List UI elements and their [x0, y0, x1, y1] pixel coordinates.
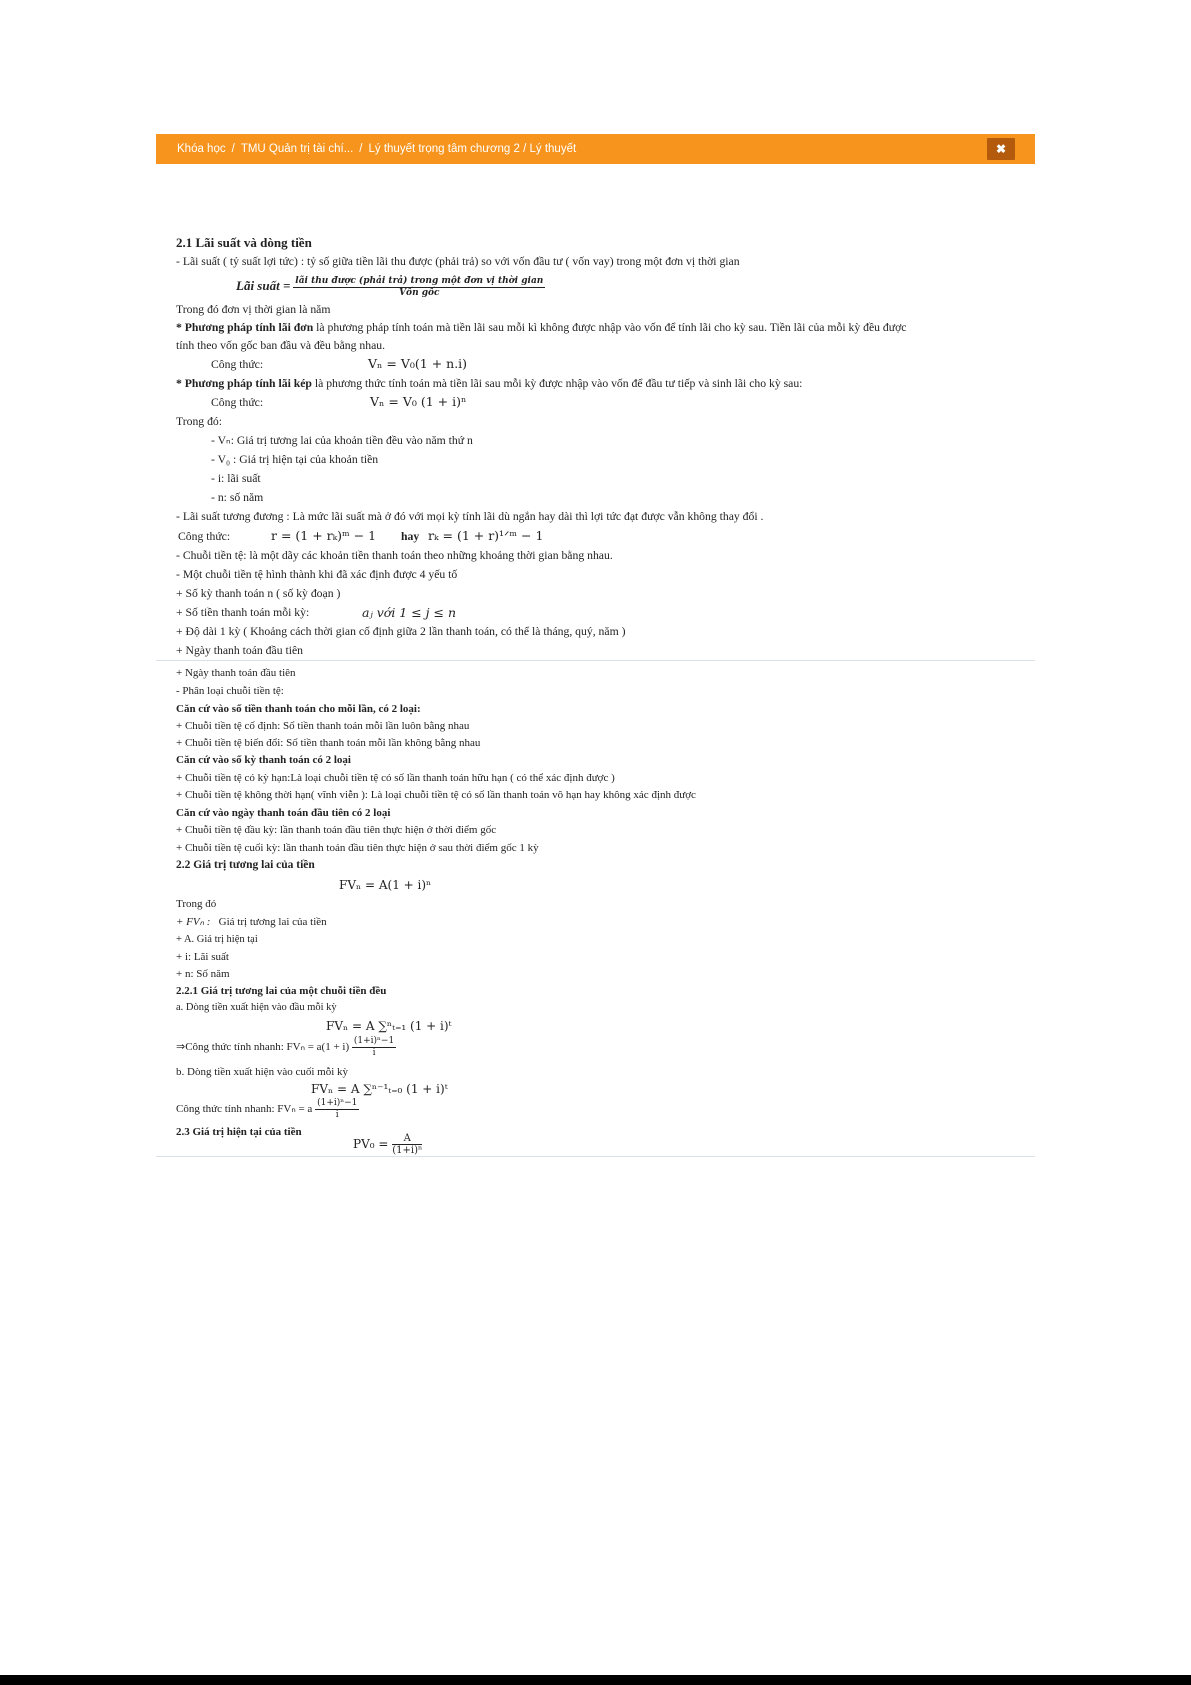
breadcrumb: [177, 134, 576, 164]
section-heading-2-2-1: 2.2.1 Giá trị tương lai của một chuỗi tiền đều: [176, 985, 387, 997]
list-item: + Ngày thanh toán đầu tiên: [176, 667, 296, 679]
section-heading-2-2: 2.2 Giá trị tương lai của tiền: [176, 859, 315, 871]
formula-numerator: (1+i)ⁿ−1: [317, 1097, 358, 1108]
text-line: [176, 377, 802, 391]
formula-fraction: [315, 1098, 359, 1121]
text-span: là phương thức tính toán mà tiền lãi sau mỗi kỳ được nhập vào vốn để đầu tư tiếp và sinh lãi cho kỳ sau:: [311, 377, 803, 390]
list-item: + Ngày thanh toán đầu tiên: [176, 644, 304, 657]
list-item: + A. Giá trị hiện tại: [176, 934, 258, 945]
formula-equivalent-rate-alt: rₖ = (1 + r)¹ᐟᵐ − 1: [428, 528, 544, 543]
list-item: [176, 915, 327, 929]
list-item: - n: số năm: [211, 491, 264, 504]
text-line: - Lãi suất ( tỷ suất lợi tức) : tỷ số giữa tiền lãi thu được (phải trả) so với vốn đầu tư ( vốn vay) trong một đơn vị thời gian: [176, 255, 740, 268]
text-line: - Chuỗi tiền tệ: là một dãy các khoản tiền thanh toán theo những khoảng thời gian bằng nhau.: [176, 549, 613, 562]
formula-ordinary-annuity: FVₙ = A ∑ⁿ⁻¹ₜ₌₀ (1 + i)ᵗ: [311, 1082, 448, 1096]
bottom-edge: [0, 1675, 1191, 1685]
formula-future-value: FVₙ = A(1 + i)ⁿ: [339, 878, 432, 892]
list-item: + n: Số năm: [176, 968, 230, 980]
breadcrumb-item-current: Lý thuyết trọng tâm chương 2 / Lý thuyết: [368, 143, 577, 155]
text-line: a. Dòng tiền xuất hiện vào đầu mỗi kỳ: [176, 1002, 337, 1013]
formula-label: Công thức:: [211, 358, 264, 371]
formula-quick-2: [176, 1097, 359, 1121]
formula-present-value: [353, 1132, 422, 1156]
formula-label: PV₀ =: [353, 1137, 389, 1151]
text-line: Trong đó: [176, 898, 217, 910]
document-page: [156, 164, 1035, 1157]
formula-label: Lãi suất =: [236, 278, 291, 293]
subheading: Căn cứ vào số kỳ thanh toán có 2 loại: [176, 754, 351, 766]
list-item: + Số kỳ thanh toán n ( số kỳ đoạn ): [176, 587, 341, 600]
formula-label: ⇒Công thức tính nhanh: FVₙ = a(1 + i): [176, 1041, 350, 1053]
formula-fraction: [293, 276, 545, 299]
formula-quick-1: [176, 1035, 396, 1059]
formula-label: Công thức:: [211, 396, 264, 409]
formula-denominator: i: [335, 1109, 339, 1120]
text-line: [176, 321, 906, 335]
list-item: + Chuỗi tiền tệ không thời hạn( vĩnh viễn ): Là loại chuỗi tiền tệ có số lần thanh toán vô hạn hay không xác định được: [176, 789, 696, 801]
list-item: - Vₙ: Giá trị tương lai của khoản tiền đều vào năm thứ n: [211, 434, 473, 447]
variable: + FVₙ :: [176, 916, 211, 928]
breadcrumb-item-course[interactable]: TMU Quản trị tài chí...: [240, 143, 354, 155]
breadcrumb-bar: [156, 134, 1035, 164]
text-line: Trong đó đơn vị thời gian là năm: [176, 303, 331, 316]
list-item: + Độ dài 1 kỳ ( Khoảng cách thời gian cố định giữa 2 lần thanh toán, có thể là tháng, quý, năm ): [176, 625, 626, 638]
bold-term: * Phương pháp tính lãi đơn: [176, 321, 314, 334]
text-span: Giá trị tương lai của tiền: [218, 916, 327, 928]
formula-fraction: [392, 1133, 422, 1156]
list-item: + Chuỗi tiền tệ biến đổi: Số tiền thanh toán mỗi lần không bằng nhau: [176, 737, 481, 749]
page-divider: [156, 660, 1035, 661]
formula-numerator: A: [392, 1133, 422, 1145]
formula-equivalent-rate: r = (1 + rₖ)ᵐ − 1: [271, 528, 377, 543]
list-item: + i: Lãi suất: [176, 951, 229, 963]
breadcrumb-separator: /: [359, 143, 363, 155]
formula-label: Công thức:: [178, 530, 231, 543]
list-item: + Chuỗi tiền tệ đầu kỳ: lần thanh toán đầu tiên thực hiện ở thời điểm gốc: [176, 824, 497, 836]
list-item: - i: lãi suất: [211, 472, 261, 485]
formula-numerator: (1+i)ⁿ−1: [353, 1035, 395, 1046]
formula-payment: aⱼ với 1 ≤ j ≤ n: [362, 605, 457, 620]
text-line: tính theo vốn gốc ban đầu và đều bằng nhau.: [176, 339, 386, 352]
text-line: - Lãi suất tương đương : Là mức lãi suất mà ở đó với mọi kỳ tính lãi dù ngắn hay dài thì lợi tức đạt được vẫn không thay đổi .: [176, 510, 764, 523]
formula-annuity-due: FVₙ = A ∑ⁿₜ₌₁ (1 + i)ᵗ: [326, 1019, 452, 1033]
formula-interest-rate: [236, 274, 545, 299]
list-item: + Chuỗi tiền tệ có kỳ hạn:Là loại chuỗi tiền tệ có số lần thanh toán hữu hạn ( có thể xác định được ): [176, 772, 615, 784]
list-item: + Chuỗi tiền tệ cuối kỳ: lần thanh toán đầu tiên thực hiện ở sau thời điểm gốc 1 kỳ: [176, 842, 539, 854]
list-item: + Số tiền thanh toán mỗi kỳ:: [176, 606, 310, 619]
section-heading-2-3: 2.3 Giá trị hiện tại của tiền: [176, 1126, 302, 1138]
formula-denominator: i: [372, 1047, 376, 1058]
list-item: + Chuỗi tiền tệ cố định: Số tiền thanh toán mỗi lần luôn bằng nhau: [176, 720, 470, 732]
formula-label: Công thức tính nhanh: FVₙ = a: [176, 1103, 313, 1115]
list-item: - V₀ : Giá trị hiện tại của khoản tiền: [211, 453, 379, 466]
close-button[interactable]: ✖: [987, 138, 1015, 160]
text-line: Trong đó:: [176, 415, 223, 428]
formula-denominator: Vốn gốc: [399, 287, 440, 298]
subheading: Căn cứ vào số tiền thanh toán cho mỗi lần, có 2 loại:: [176, 703, 421, 715]
breadcrumb-item-courses[interactable]: Khóa học: [177, 143, 226, 155]
formula-compound-interest: Vₙ = V₀ (1 + i)ⁿ: [370, 394, 467, 409]
text-line: b. Dòng tiền xuất hiện vào cuối mỗi kỳ: [176, 1066, 348, 1078]
bold-term: * Phương pháp tính lãi kép: [176, 377, 312, 390]
text-span: là phương pháp tính toán mà tiền lãi sau mỗi kì không được nhập vào vốn để tính lãi cho kỳ sau. Tiền lãi của mỗi kỳ đều được: [313, 321, 907, 334]
breadcrumb-separator: /: [231, 143, 235, 155]
text-line: - Một chuỗi tiền tệ hình thành khi đã xác định được 4 yếu tố: [176, 568, 458, 581]
formula-simple-interest: Vₙ = V₀(1 + n.i): [368, 356, 468, 371]
subheading: Căn cứ vào ngày thanh toán đầu tiên có 2 loại: [176, 807, 391, 819]
text-line: - Phân loại chuỗi tiền tệ:: [176, 685, 284, 697]
page-bottom-rule: [156, 1156, 1035, 1157]
formula-numerator: lãi thu được (phải trả) trong một đơn vị thời gian: [295, 275, 544, 286]
section-heading-2-1: 2.1 Lãi suất và dòng tiền: [176, 235, 312, 250]
formula-fraction: [352, 1036, 396, 1059]
formula-denominator: (1+i)ⁿ: [392, 1145, 423, 1156]
formula-connector: hay: [401, 530, 420, 543]
